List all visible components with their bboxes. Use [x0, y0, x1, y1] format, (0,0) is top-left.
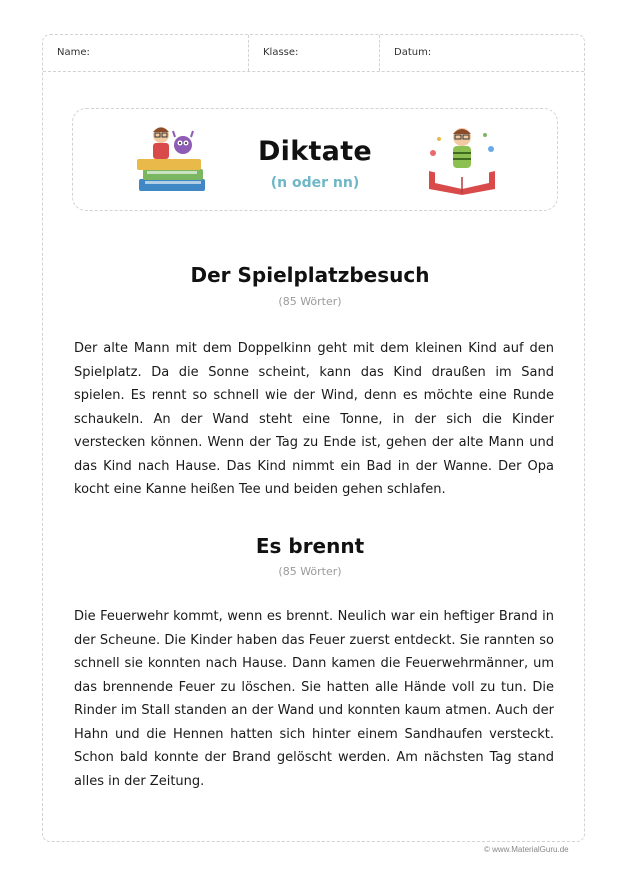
story-2-text: Die Feuerwehr kommt, wenn es brennt. Neulich war ein heftiger Brand in der Scheune. Die Kinder haben das Feuer zuerst entdeckt. Sie rannten so schnell sie konnten nach Hause. Dann kamen die Feuerwehrmänner, um das brennende Feuer zu löschen. Sie hatten alle Hände voll zu tun. Die Rinder im Stall standen an der Wand und konnten kaum atmen. Auch der Hahn und die Hennen hatten sich hinter einem Sandhaufen versteckt. Schon bald konnte der Brand gelöscht werden. Am nächsten Tag stand alles in der Zeitung. — [74, 609, 554, 789]
story-2-title: Es brennt — [255, 534, 365, 558]
date-field[interactable]: Datum: — [394, 47, 432, 58]
story-2-word-count: (85 Wörter) — [278, 565, 342, 578]
worksheet-subtitle: (n oder nn) — [270, 175, 360, 191]
story-1-text: Der alte Mann mit dem Doppelkinn geht mit dem kleinen Kind auf den Spielplatz. Da die Sonne scheint, kann das Kind draußen im Sand spielen. Es rennt so schnell wie der Wind, denn es möchte eine Runde schaukeln. An der Wand steht eine Tonne, in der sich die Kinder verstecken können. Wenn der Tag zu Ende ist, gehen der alte Mann und das Kind nach Hause. Das Kind nimmt ein Bad in der Wanne. Der Opa kocht eine Kanne heißen Tee und beiden gehen schlafen. — [74, 341, 554, 497]
story-1-title: Der Spielplatzbesuch — [190, 263, 430, 287]
name-field[interactable]: Name: — [43, 35, 249, 71]
title-box — [72, 108, 558, 211]
class-field[interactable]: Klasse: — [249, 35, 380, 71]
boy-reading-illustration — [421, 123, 503, 197]
story-1-word-count: (85 Wörter) — [278, 295, 342, 308]
footer-copyright: © www.MaterialGuru.de — [484, 845, 569, 854]
header-fields-row — [43, 35, 584, 72]
worksheet-title: Diktate — [257, 136, 373, 167]
